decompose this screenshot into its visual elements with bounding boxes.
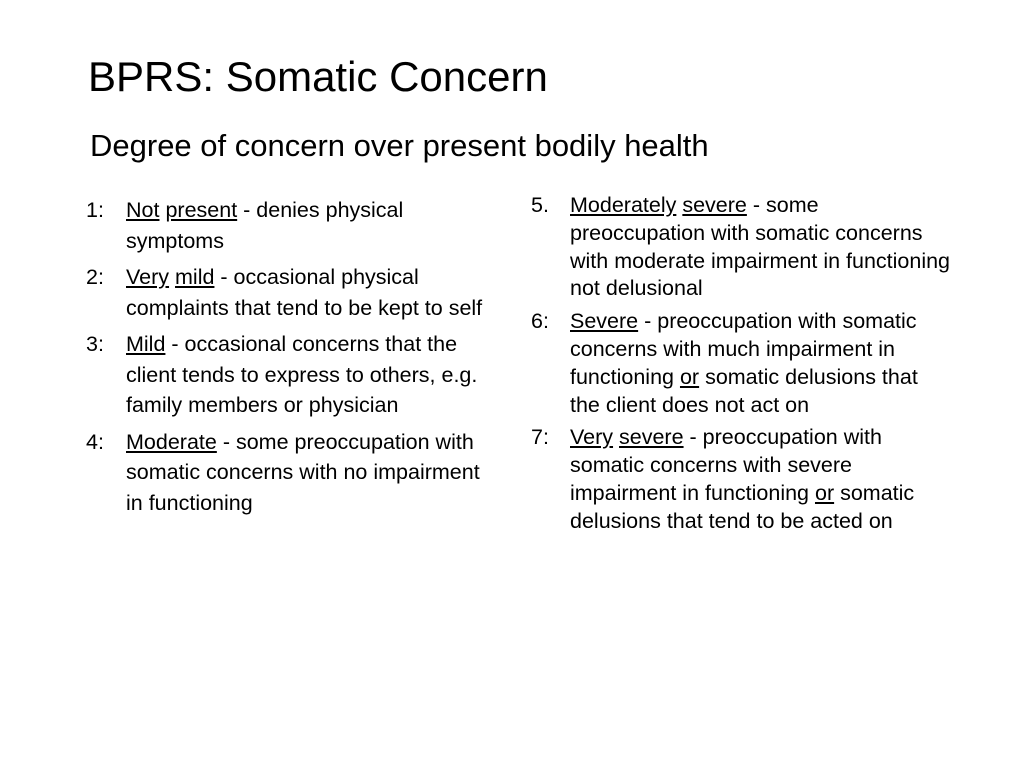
rating-item-1 [86,195,496,256]
rating-description [126,262,496,323]
left-rating-list [86,195,496,524]
rating-number: 2: [86,265,104,289]
right-rating-list [531,192,951,541]
rating-text: somatic delusions that the client does not act on [570,364,918,417]
rating-number: 7: [531,425,549,450]
rating-item-7 [531,424,951,535]
rating-number: 3: [86,332,104,356]
rating-text: - preoccupation with somatic concerns with severe impairment in functioning [570,425,882,505]
rating-number: 5. [531,193,549,217]
rating-text: - denies physical symptoms [126,198,404,253]
rating-text: - preoccupation with somatic concerns with much impairment in functioning [570,309,917,389]
rating-description [570,192,951,303]
slide-title: BPRS: Somatic Concern [88,53,548,100]
rating-term: Mild [126,332,166,356]
rating-connector: or [679,364,700,389]
rating-description [126,427,496,519]
rating-term: Very [570,425,614,450]
rating-item-6 [531,308,951,419]
rating-term: severe [619,425,684,450]
rating-text: - occasional concerns that the client tends to express to others, e.g. family members or physician [126,332,478,417]
rating-term: present [165,198,238,222]
rating-description [570,424,951,535]
rating-item-5 [531,192,951,303]
rating-term: Very [126,265,170,289]
rating-text: somatic delusions that tend to be acted on [570,480,915,533]
rating-term: Severe [570,309,639,334]
rating-term: Not [126,198,160,222]
rating-item-2 [86,262,496,323]
rating-text: - some preoccupation with somatic concerns with moderate impairment in functioning not delusional [570,193,951,301]
rating-term: mild [175,265,215,289]
rating-term: Moderate [126,429,217,454]
rating-text: - some preoccupation with somatic concerns with no impairment in functioning [126,429,480,515]
rating-term: severe [682,193,747,217]
rating-description [126,329,496,421]
rating-description [126,195,496,256]
rating-description [570,308,951,419]
rating-number: 4: [86,429,104,454]
rating-text: - occasional physical complaints that tend to be kept to self [126,265,483,320]
rating-connector: or [814,480,835,505]
rating-number: 1: [86,198,104,222]
slide-subtitle: Degree of concern over present bodily health [90,128,709,163]
rating-number: 6: [531,309,549,334]
rating-item-3 [86,329,496,421]
rating-item-4 [86,427,496,519]
rating-term: Moderately [570,193,677,217]
